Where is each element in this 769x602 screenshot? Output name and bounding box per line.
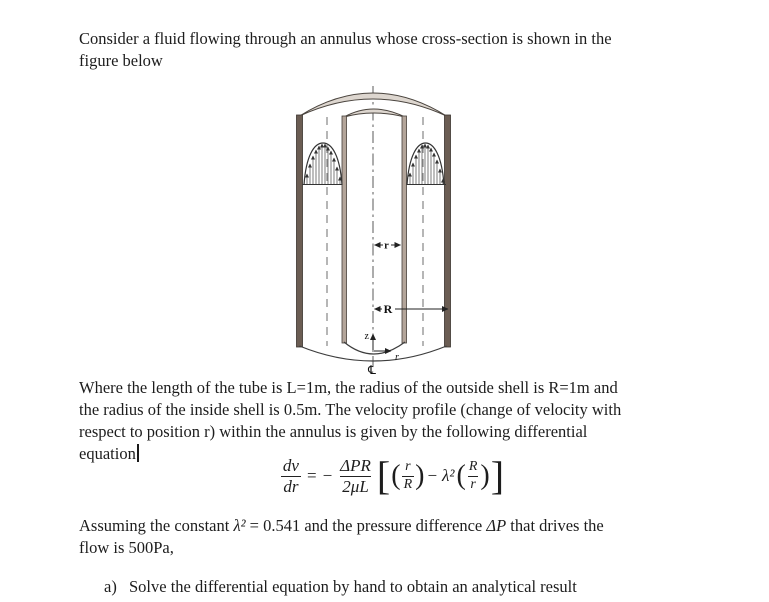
- body-line-2: the radius of the inside shell is 0.5m. The velocity profile (change of velocity with: [79, 400, 622, 419]
- coefficient-numerator: ΔPR: [340, 456, 371, 475]
- body-line-3: respect to position r) within the annulus is given by the following differential: [79, 422, 588, 441]
- assumption-line-1: [79, 516, 604, 535]
- R-over-r-fraction: [467, 459, 480, 492]
- velocity-profile-right: [407, 143, 446, 185]
- assumption-paragraph: [79, 515, 729, 559]
- intro-line-1: Consider a fluid flowing through an annulus whose cross-section is shown in the: [79, 29, 612, 48]
- lhs-denominator: dr: [283, 476, 299, 496]
- r-over-R-numerator: r: [405, 459, 411, 475]
- body-line-1: Where the length of the tube is L=1m, the radius of the outside shell is R=1m and: [79, 378, 618, 397]
- list-item-a: [104, 576, 577, 598]
- annulus-figure: [285, 78, 475, 378]
- R-over-r-denominator: r: [470, 476, 476, 492]
- assumption-line-2: flow is 500Pa,: [79, 538, 174, 557]
- annulus-cross-section-drawing: [285, 78, 475, 378]
- body-paragraph: [79, 377, 724, 465]
- equation-row: $\frac{dv}{dr}$ = − $\frac{\text{ΔPR}}{2\mu L}$ [ ( $\frac{r}{R}$ ) − λ² ( $\frac{R}{r}$ ) ]: [282, 453, 505, 499]
- velocity-profile-left: [303, 143, 343, 185]
- outer-radius-label: R: [383, 302, 393, 316]
- minus-sign: −: [322, 466, 333, 486]
- inner-radius-dimension: [375, 241, 401, 252]
- r-over-R-fraction: [402, 459, 415, 492]
- delta-P-inline: ΔP: [486, 516, 507, 535]
- gap-radius-label: r: [384, 240, 389, 252]
- coefficient-fraction: [338, 456, 373, 496]
- lambda-squared-inline: λ²: [233, 516, 246, 535]
- inner-minus-sign: −: [427, 466, 438, 486]
- list-item-a-text: Solve the differential equation by hand to obtain an analytical result: [129, 577, 577, 596]
- list-item-a-marker: a): [104, 577, 117, 596]
- intro-paragraph: [79, 28, 719, 72]
- lhs-fraction: [281, 456, 301, 496]
- coefficient-denominator: 2μL: [342, 476, 369, 496]
- r-axis-label: r: [395, 352, 399, 363]
- annulus-dashed-centerlines: [327, 117, 423, 346]
- inner-shell: [342, 109, 407, 354]
- r-over-R-denominator: R: [403, 476, 413, 492]
- equals-sign: =: [306, 466, 317, 486]
- assumption-text-3: that drives the: [506, 516, 604, 535]
- R-over-r-numerator: R: [468, 459, 478, 475]
- assumption-text-1: Assuming the constant: [79, 516, 234, 535]
- body-line-4-text: equation: [79, 444, 136, 463]
- intro-line-2: figure below: [79, 51, 163, 70]
- lhs-numerator: dv: [282, 456, 299, 475]
- centerline-symbol: ℄: [368, 363, 376, 377]
- outer-radius-dimension: [375, 302, 449, 316]
- assumption-text-2: = 0.541 and the pressure difference: [245, 516, 487, 535]
- lambda-squared: λ²: [442, 466, 455, 486]
- z-axis-label: z: [364, 331, 369, 342]
